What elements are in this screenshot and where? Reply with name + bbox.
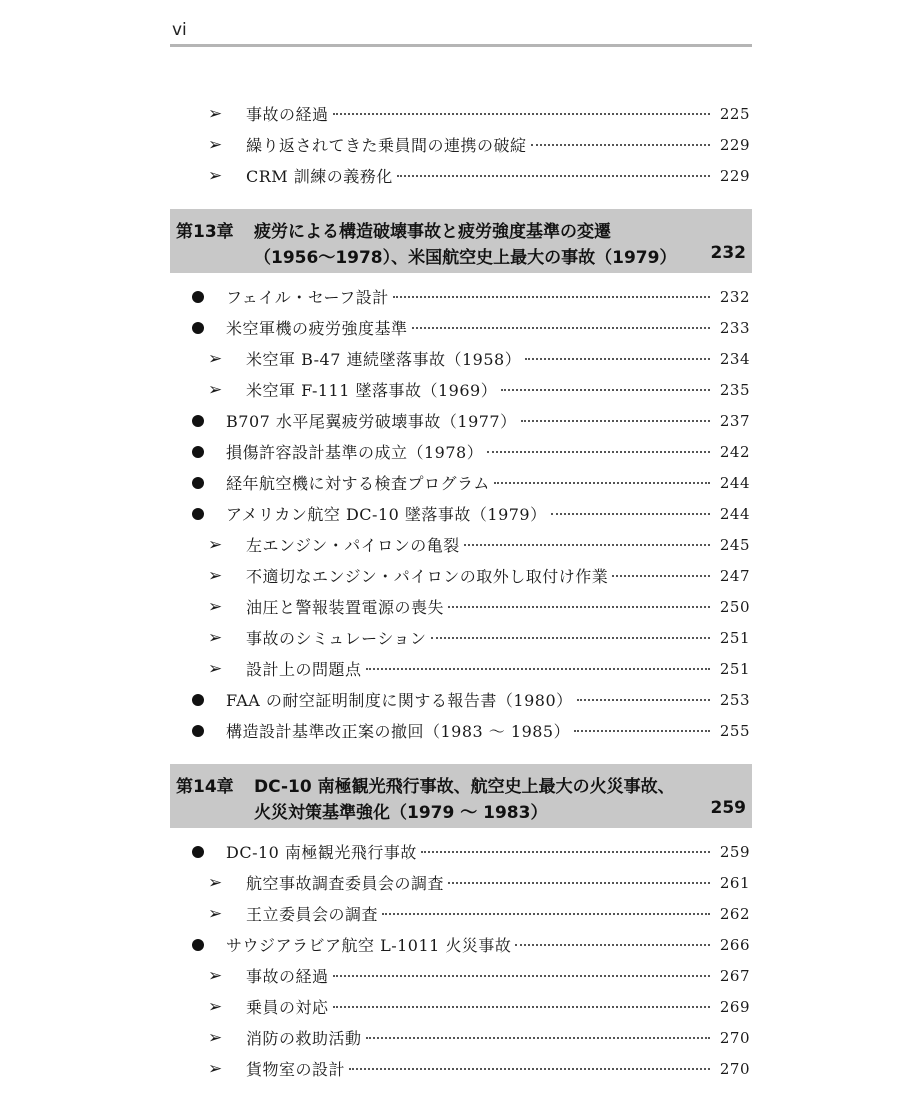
dot-leader — [349, 1068, 710, 1070]
entry-page-number: 247 — [719, 566, 750, 585]
chapter-label: 第13章 — [176, 222, 234, 242]
dot-leader — [501, 389, 710, 391]
entry-page-number: 250 — [719, 597, 750, 616]
entry-title: 米空軍機の疲労強度基準 — [226, 319, 408, 338]
toc-entry — [170, 991, 752, 1022]
arrow-bullet-icon: ➢ — [208, 627, 223, 648]
entry-page-number: 261 — [719, 873, 750, 892]
toc-entry — [170, 1022, 752, 1053]
bullet-icon — [192, 405, 204, 436]
entry-page-number: 234 — [719, 349, 750, 368]
entry-page-number: 244 — [719, 504, 750, 523]
bullet-icon — [192, 929, 204, 960]
dot-leader — [382, 913, 710, 915]
dot-leader — [574, 730, 710, 732]
entry-page-number: 253 — [719, 690, 750, 709]
toc-entry — [170, 653, 752, 684]
entry-title: フェイル・セーフ設計 — [226, 288, 389, 307]
toc-entry — [170, 960, 752, 991]
entry-page-number: 266 — [719, 935, 750, 954]
arrow-bullet-icon: ➢ — [208, 1058, 223, 1079]
chapter-title-line-2: （1956～1978）、米国航空史上最大の事故（1979） — [254, 248, 677, 268]
entry-title: 乗員の対応 — [246, 998, 329, 1017]
entry-title: 米空軍 F-111 墜落事故（1969） — [246, 381, 498, 400]
dot-leader — [521, 420, 710, 422]
entry-title: 王立委員会の調査 — [246, 905, 379, 924]
arrow-bullet-icon: ➢ — [208, 903, 223, 924]
dot-leader — [525, 358, 710, 360]
intro-entry-list — [170, 98, 752, 191]
bullet-icon — [192, 715, 204, 746]
dot-leader — [612, 575, 710, 577]
dot-leader — [487, 451, 710, 453]
dot-leader — [333, 975, 710, 977]
toc-entry — [170, 405, 752, 436]
dot-leader — [366, 1037, 710, 1039]
table-of-contents — [170, 98, 752, 1084]
dot-leader — [412, 327, 710, 329]
entry-title: 不適切なエンジン・パイロンの取外し取付け作業 — [246, 567, 609, 586]
page-number: vi — [172, 20, 187, 40]
chapter-13-entry-list — [170, 281, 752, 746]
toc-entry — [170, 498, 752, 529]
dot-leader — [393, 296, 710, 298]
entry-page-number: 229 — [719, 166, 750, 185]
entry-page-number: 251 — [719, 659, 750, 678]
dot-leader — [448, 606, 710, 608]
toc-entry — [170, 374, 752, 405]
arrow-bullet-icon: ➢ — [208, 379, 223, 400]
entry-title: アメリカン航空 DC-10 墜落事故（1979） — [226, 505, 547, 524]
toc-entry — [170, 684, 752, 715]
entry-page-number: 244 — [719, 473, 750, 492]
toc-entry — [170, 436, 752, 467]
arrow-bullet-icon: ➢ — [208, 134, 223, 155]
entry-page-number: 269 — [719, 997, 750, 1016]
entry-page-number: 255 — [719, 721, 750, 740]
chapter-label: 第14章 — [176, 777, 234, 797]
toc-entry — [170, 1053, 752, 1084]
toc-entry — [170, 312, 752, 343]
entry-page-number: 229 — [719, 135, 750, 154]
dot-leader — [551, 513, 710, 515]
entry-page-number: 232 — [719, 287, 750, 306]
entry-title: 設計上の問題点 — [246, 660, 362, 679]
arrow-bullet-icon: ➢ — [208, 1027, 223, 1048]
entry-title: 損傷許容設計基準の成立（1978） — [226, 443, 484, 462]
bullet-icon — [192, 312, 204, 343]
entry-title: 消防の救助活動 — [246, 1029, 362, 1048]
entry-title: 繰り返されてきた乗員間の連携の破綻 — [246, 136, 527, 155]
page-header — [170, 18, 752, 47]
toc-entry — [170, 129, 752, 160]
toc-entry — [170, 591, 752, 622]
entry-page-number: 251 — [719, 628, 750, 647]
arrow-bullet-icon: ➢ — [208, 348, 223, 369]
toc-entry — [170, 160, 752, 191]
toc-entry — [170, 867, 752, 898]
entry-title: 米空軍 B-47 連続墜落事故（1958） — [246, 350, 522, 369]
arrow-bullet-icon: ➢ — [208, 103, 223, 124]
entry-page-number: 270 — [719, 1028, 750, 1047]
dot-leader — [397, 175, 710, 177]
dot-leader — [431, 637, 710, 639]
toc-entry — [170, 560, 752, 591]
bullet-icon — [192, 436, 204, 467]
chapter-14-entry-list — [170, 836, 752, 1084]
toc-entry — [170, 898, 752, 929]
bullet-icon — [192, 467, 204, 498]
chapter-page-number: 259 — [710, 798, 746, 818]
dot-leader — [577, 699, 710, 701]
entry-title: FAA の耐空証明制度に関する報告書（1980） — [226, 691, 573, 710]
arrow-bullet-icon: ➢ — [208, 565, 223, 586]
arrow-bullet-icon: ➢ — [208, 996, 223, 1017]
entry-page-number: 235 — [719, 380, 750, 399]
toc-entry — [170, 529, 752, 560]
dot-leader — [531, 144, 710, 146]
dot-leader — [448, 882, 710, 884]
arrow-bullet-icon: ➢ — [208, 596, 223, 617]
entry-title: 左エンジン・パイロンの亀裂 — [246, 536, 460, 555]
entry-title: 事故の経過 — [246, 105, 329, 124]
entry-title: B707 水平尾翼疲労破壊事故（1977） — [226, 412, 517, 431]
dot-leader — [494, 482, 710, 484]
dot-leader — [515, 944, 710, 946]
entry-page-number: 233 — [719, 318, 750, 337]
chapter-13-heading — [170, 209, 752, 273]
entry-title: 貨物室の設計 — [246, 1060, 346, 1079]
arrow-bullet-icon: ➢ — [208, 872, 223, 893]
entry-page-number: 267 — [719, 966, 750, 985]
entry-page-number: 270 — [719, 1059, 750, 1078]
chapter-title-line-2: 火災対策基準強化（1979 ～ 1983） — [254, 803, 548, 823]
entry-title: CRM 訓練の義務化 — [246, 167, 393, 186]
chapter-title-line-1: DC-10 南極観光飛行事故、航空史上最大の火災事故、 — [254, 777, 675, 797]
bullet-icon — [192, 684, 204, 715]
dot-leader — [464, 544, 710, 546]
arrow-bullet-icon: ➢ — [208, 165, 223, 186]
chapter-14-heading — [170, 764, 752, 828]
entry-title: 構造設計基準改正案の撤回（1983 ～ 1985） — [226, 722, 571, 741]
chapter-page-number: 232 — [710, 243, 746, 263]
dot-leader — [333, 113, 710, 115]
entry-page-number: 225 — [719, 104, 750, 123]
entry-page-number: 237 — [719, 411, 750, 430]
dot-leader — [333, 1006, 710, 1008]
entry-title: 航空事故調査委員会の調査 — [246, 874, 445, 893]
entry-title: 経年航空機に対する検査プログラム — [226, 474, 490, 493]
bullet-icon — [192, 836, 204, 867]
toc-entry — [170, 715, 752, 746]
entry-title: DC-10 南極観光飛行事故 — [226, 843, 417, 862]
toc-entry — [170, 98, 752, 129]
bullet-icon — [192, 498, 204, 529]
arrow-bullet-icon: ➢ — [208, 658, 223, 679]
chapter-title-line-1: 疲労による構造破壊事故と疲労強度基準の変遷 — [254, 222, 611, 242]
entry-page-number: 262 — [719, 904, 750, 923]
dot-leader — [366, 668, 710, 670]
toc-entry — [170, 622, 752, 653]
entry-page-number: 242 — [719, 442, 750, 461]
dot-leader — [421, 851, 710, 853]
entry-title: 事故のシミュレーション — [246, 629, 427, 648]
entry-page-number: 259 — [719, 842, 750, 861]
arrow-bullet-icon: ➢ — [208, 534, 223, 555]
toc-entry — [170, 281, 752, 312]
toc-entry — [170, 836, 752, 867]
bullet-icon — [192, 281, 204, 312]
entry-title: サウジアラビア航空 L-1011 火災事故 — [226, 936, 512, 955]
entry-title: 事故の経過 — [246, 967, 329, 986]
arrow-bullet-icon: ➢ — [208, 965, 223, 986]
entry-title: 油圧と警報装置電源の喪失 — [246, 598, 445, 617]
toc-entry — [170, 929, 752, 960]
entry-page-number: 245 — [719, 535, 750, 554]
toc-entry — [170, 467, 752, 498]
toc-entry — [170, 343, 752, 374]
